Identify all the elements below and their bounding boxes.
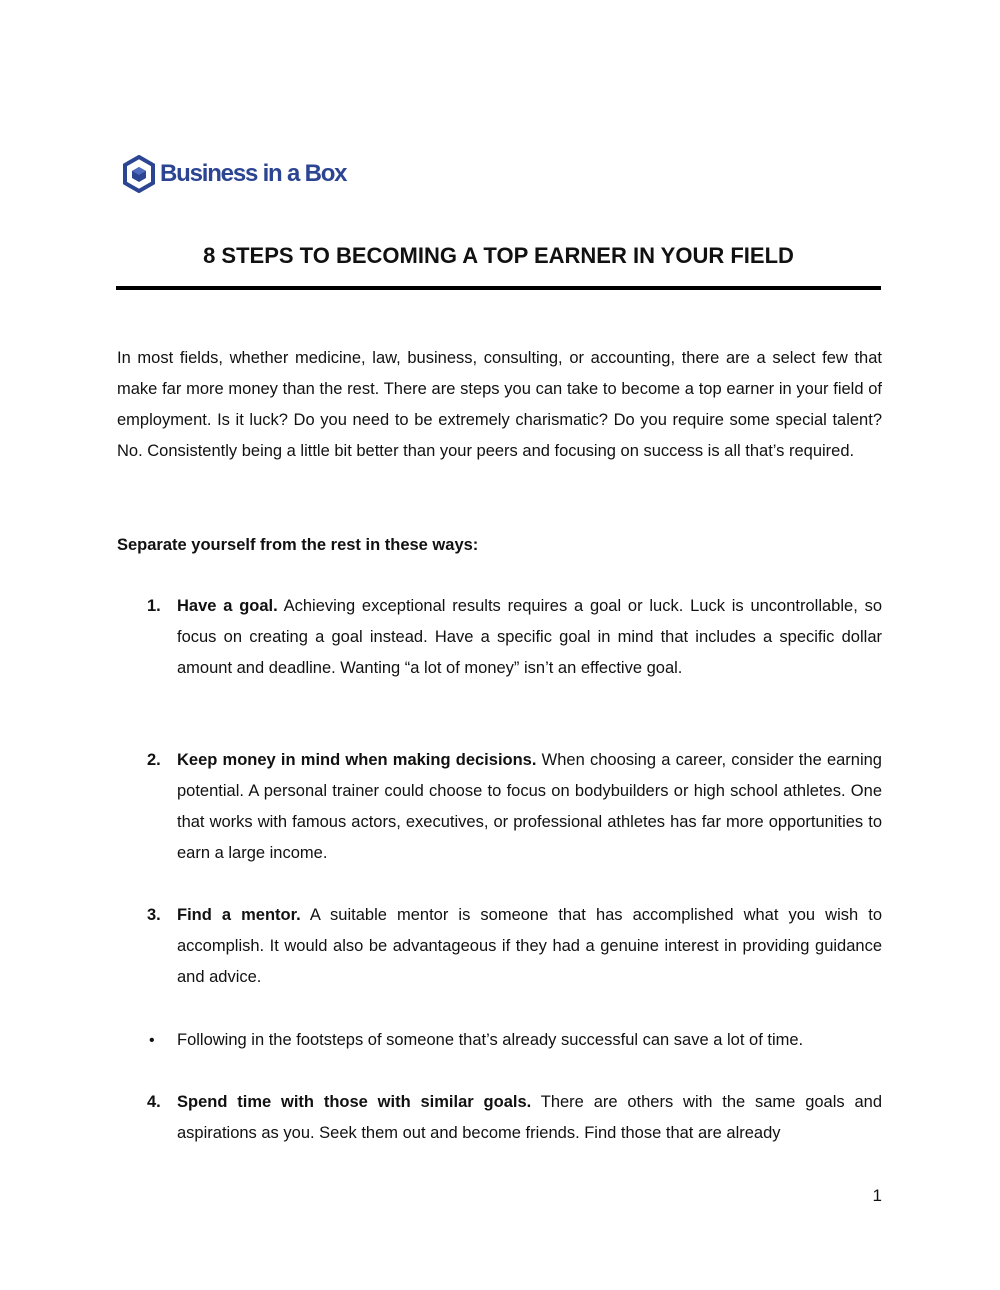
hexagon-cube-icon	[122, 155, 156, 193]
item-text: Following in the footsteps of someone that’s already successful can save a lot of time.	[177, 1031, 804, 1049]
document-title: 8 STEPS TO BECOMING A TOP EARNER IN YOUR FIELD	[203, 243, 794, 268]
list-item	[147, 745, 882, 869]
item-text: A suitable mentor is someone that has accomplished what you wish to accomplish. It would also be advantageous if they had a genuine interest in providing guidance and advice.	[177, 906, 882, 986]
bullet-item	[147, 1025, 882, 1056]
item-text: When choosing a career, consider the earning potential. A personal trainer could choose to focus on bodybuilders or high school athletes. One that works with famous actors, executives, or professional athletes has far more opportunities to earn a large income.	[177, 751, 882, 862]
item-lead: Spend time with those with similar goals.	[177, 1093, 532, 1111]
intro-paragraph: In most fields, whether medicine, law, business, consulting, or accounting, there are a select few that make far more money than the rest. There are steps you can take to become a top earner in your field of employment. Is it luck? Do you need to be extremely charismatic? Do you require some special talent? No. Consistently being a little bit better than your peers and focusing on success is all that’s required.	[117, 349, 882, 460]
item-text: Achieving exceptional results requires a goal or luck. Luck is uncontrollable, so focus on creating a goal instead. Have a specific goal in mind that includes a specific dollar amount and deadline. Wanting “a lot of money” isn’t an effective goal.	[177, 597, 882, 677]
business-in-a-box-logo	[122, 155, 346, 193]
item-lead: Find a mentor.	[177, 906, 301, 924]
list-marker: 2.	[147, 751, 161, 769]
subheading: Separate yourself from the rest in these ways:	[117, 536, 479, 554]
list-marker: 4.	[147, 1093, 161, 1111]
list-marker: 3.	[147, 906, 161, 924]
list-item	[147, 900, 882, 993]
page-number: 1	[872, 1186, 882, 1205]
item-text: There are others with the same goals and aspirations as you. Seek them out and become friends. Find those that are already	[177, 1093, 882, 1142]
logo-text: Business in a Box	[160, 160, 347, 187]
title-divider	[116, 286, 881, 290]
item-lead: Have a goal.	[177, 597, 278, 615]
list-marker: 1.	[147, 597, 161, 615]
bullet-icon: •	[149, 1032, 155, 1049]
item-lead: Keep money in mind when making decisions.	[177, 751, 537, 769]
list-item	[147, 1087, 882, 1149]
list-item	[147, 591, 882, 684]
